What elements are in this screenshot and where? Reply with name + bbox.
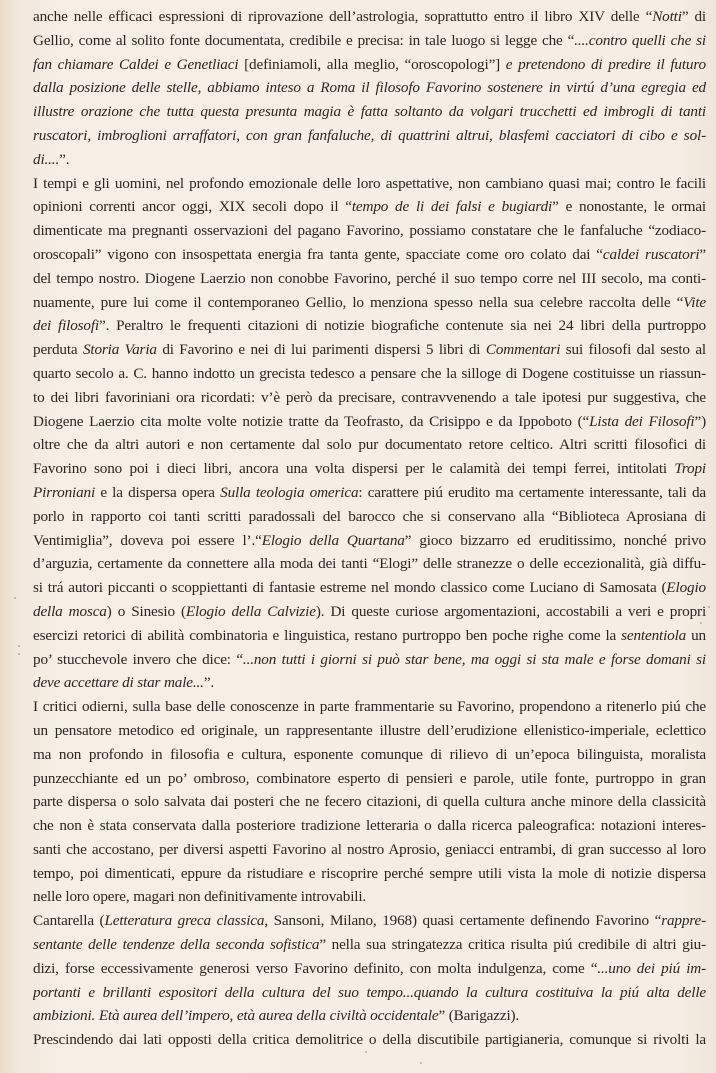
paper-speck — [365, 1051, 367, 1053]
text-segment: e la dispersa opera — [95, 483, 221, 501]
text-line — [33, 671, 706, 695]
text-segment: , Sansoni, Milano, 1968) quasi certamente definendo Favorino “ — [264, 912, 662, 930]
italic-text: Elogio — [666, 579, 706, 597]
text-segment: un — [686, 626, 706, 644]
text-line — [33, 219, 706, 243]
text-line — [33, 695, 706, 719]
paper-speck — [700, 622, 702, 624]
text-line — [33, 909, 706, 933]
text-segment: [definiamoli, alla meglio, “oroscopologi”] — [238, 55, 506, 73]
text-line — [33, 767, 706, 791]
text-line — [33, 838, 706, 862]
text-line — [33, 885, 706, 909]
paper-speck — [14, 597, 16, 599]
text-line — [33, 1004, 706, 1028]
body-text — [33, 5, 706, 1052]
italic-text: ....contro quelli che si — [574, 31, 706, 49]
text-segment: sui filosofi dal sesto al — [560, 341, 706, 359]
text-line — [33, 362, 706, 386]
text-line — [33, 410, 706, 434]
text-line — [33, 53, 706, 77]
italic-text: Letteratura greca classica — [104, 912, 265, 930]
paper-speck — [420, 1062, 422, 1064]
text-segment: po’ stucchevole invero che dice: “ — [33, 650, 243, 668]
italic-text: Sulla teologia omerica — [220, 483, 359, 501]
text-segment: parte dispersa o solo salvata dai posteri che ne fecero citazioni, di quella cultura anche minore della classicità — [33, 793, 706, 811]
paper-speck — [18, 653, 20, 655]
text-line — [33, 433, 706, 457]
text-segment: ”. Peraltro le frequenti citazioni di notizie biografiche contenute sia nei 24 libri della purtroppo — [99, 317, 706, 335]
italic-text: sentante delle tendenze della seconda sofistica — [33, 936, 320, 954]
text-segment: d’arguzia, certamente da connettere alla moda dei tanti “Elogi” delle stranezze o delle eccezionalità, già diffu- — [33, 555, 706, 573]
text-segment: ”) — [694, 412, 706, 430]
text-line — [33, 172, 706, 196]
italic-text: di.... — [33, 150, 60, 168]
italic-text: ambizioni. Età aurea dell’impero, età aurea della civiltà occidentale — [33, 1007, 439, 1025]
text-segment: punzecchiante ed un po’ ombroso, combinatore esperto di pensieri e parole, utile fonte, purtroppo in gran — [33, 769, 706, 787]
text-line — [33, 195, 706, 219]
text-segment: opinioni correnti ancor oggi, XIX secoli dopo il “ — [33, 198, 352, 216]
text-segment: Ventimiglia”, doveva poi essere l’.“ — [33, 531, 262, 549]
text-segment: quarto secolo a. C. hanno indotto un grecista tedesco a pensare che la silloge di Dogene costituisse un riassun- — [33, 364, 706, 382]
text-segment: Cantarella ( — [33, 912, 105, 930]
italic-text: dei filosofi — [33, 317, 99, 335]
text-segment: ). Di queste curiose argomentazioni, accostabili a veri e propri — [315, 602, 706, 620]
text-line — [33, 624, 706, 648]
italic-text: deve accettare di star male... — [33, 674, 204, 692]
text-line — [33, 981, 706, 1005]
text-segment: che non è stata conservata dalla posteriore tradizione letteraria o dalla ricerca paleografica: notazioni interes- — [33, 817, 706, 835]
text-line — [33, 243, 706, 267]
text-line — [33, 267, 706, 291]
italic-text: Vite — [683, 293, 706, 311]
italic-text: rappre- — [661, 912, 706, 930]
text-line — [33, 529, 706, 553]
text-segment: ”. — [59, 150, 70, 168]
italic-text: Lista dei Filosofi — [589, 412, 695, 430]
text-segment: nuamente, pure lui come il contemporaneo Gellio, lo menziona spesso nella sua celebre raccolta delle “ — [33, 293, 684, 311]
text-segment: ma non profondo in filosofia e cultura, esponente comunque di rilievo di un’epoca bilinguista, moralista — [33, 745, 706, 763]
text-segment: ) o Sinesio ( — [106, 602, 186, 620]
italic-text: ruscatori, imbroglioni arraffatori, con gran fanfaluche, di quattrini altrui, blasfemi cacciatori di cibo e sol- — [33, 126, 706, 144]
text-segment: Diogene Laerzio cita molte volte notizie tratte da Teofrasto, da Crisippo e da Ippoboto (“ — [33, 412, 590, 430]
text-segment: I tempi e gli uomini, nel profondo emozionale delle loro aspettative, non cambiano quasi mai; contro le facili — [33, 174, 706, 192]
text-segment: ” di — [681, 8, 706, 25]
text-segment: ” nella sua stringatezza critica risulta piú credibile di altri giu- — [319, 936, 706, 954]
text-segment: Prescindendo dai lati opposti della critica demolitrice o della discutibile partigianeria, comunque si rivolti la — [33, 1031, 706, 1049]
italic-text: Tropi — [674, 460, 706, 478]
text-line — [33, 576, 706, 600]
text-segment: ”. — [203, 674, 215, 692]
italic-text: Elogio della Quartana — [261, 531, 405, 549]
text-segment: : carattere piú erudito ma certamente interessante, tali da — [358, 483, 706, 501]
paper-speck — [18, 645, 20, 647]
italic-text: della mosca — [33, 602, 107, 620]
text-segment: perduta — [33, 341, 83, 359]
text-segment: nelle loro opere, magari non definitivamente introvabili. — [33, 888, 367, 906]
text-line — [33, 338, 706, 362]
text-line — [33, 552, 706, 576]
text-line — [33, 1028, 706, 1052]
text-segment: ” e nonostante, le ormai — [552, 198, 706, 216]
italic-text: Pirroniani — [33, 483, 96, 501]
text-segment: di Favorino e nei di lui parimenti dispersi 5 libri di — [156, 341, 486, 359]
text-line — [33, 862, 706, 886]
text-line — [33, 481, 706, 505]
text-line — [33, 314, 706, 338]
italic-text: caldei ruscatori — [602, 245, 700, 263]
text-line — [33, 386, 706, 410]
italic-text: portanti e brillanti espositori della cultura del suo tempo...quando la cultura costituiva la piú alta delle — [33, 983, 706, 1001]
text-line — [33, 600, 706, 624]
text-segment: to dei libri favoriniani ora ricordati: v’è però da precisare, contravvenendo a tale ipotesi pur suggestiva, che — [33, 388, 706, 406]
italic-text: Commentari — [485, 341, 561, 359]
text-segment: I critici odierni, sulla base delle conoscenze in parte frammentarie su Favorino, propendono a ritenerlo piú che — [33, 698, 706, 716]
italic-text: ...non tutti i giorni si può star bene, ma oggi si sta male e forse domani si — [242, 650, 706, 668]
italic-text: illustre orazione che tutta questa presunta magia è fatta soltanto da volgari trucchetti ed imbrogli di tanti — [33, 103, 706, 121]
text-line — [33, 124, 706, 148]
text-segment: tempo, poi dimenticati, eppure da ristudiare e riscoprire perché sempre utili vista la mole di notizie dispersa — [33, 864, 706, 882]
text-line — [33, 291, 706, 315]
text-line — [33, 29, 706, 53]
text-segment: porlo in rapporto coi tanti scritti paradossali del barocco che si conservano alla “Biblioteca Aprosiana di — [33, 507, 706, 525]
text-segment: Gellio, come al solito fonte documentata, credibile e precisa: in tale luogo si legge che “ — [33, 31, 575, 49]
italic-text: ...uno dei piú im- — [597, 959, 706, 977]
text-segment: si trá autori piccanti o scoppiettanti di fantasie estreme nel mondo classico come Luciano di Samosata ( — [33, 579, 667, 597]
text-line — [33, 814, 706, 838]
text-line — [33, 505, 706, 529]
text-segment: esercizi retorici di abilità combinatoria e linguistica, restano purtroppo ben poche righe come la — [33, 626, 622, 644]
text-line — [33, 457, 706, 481]
italic-text: tempo de li dei falsi e bugiardi — [351, 198, 553, 216]
text-line — [33, 648, 706, 672]
italic-text: e pretendono di predire il futuro — [505, 55, 706, 73]
text-line — [33, 5, 706, 29]
text-line — [33, 743, 706, 767]
text-line — [33, 148, 706, 172]
text-segment: dimenticate ma pregnanti osservazioni del pagano Favorino, possiamo constatare che le fanfaluche “zodiaco- — [33, 222, 706, 240]
text-segment: del tempo nostro. Diogene Laerzio non conobbe Favorino, perché il suo tempo corre nel III secolo, ma conti- — [33, 269, 706, 287]
text-line — [33, 957, 706, 981]
text-segment: oroscopali” vigono con insospettata energia fra tanta gente, spacciate come oro colato dai “ — [33, 245, 603, 263]
text-segment: ” — [699, 245, 706, 263]
text-segment: ” gioco bizzarro ed eruditissimo, nonché privo — [404, 531, 706, 549]
text-segment: oltre che da altri autori e non certamente dal solo pur documentato retore celtico. Altri scritti filosofici di — [33, 436, 706, 454]
text-line — [33, 100, 706, 124]
italic-text: Notti — [652, 8, 682, 25]
text-segment: santi che accostano, per diversi aspetti Favorino al nostro Aprosio, geniacci entrambi, di gran successo al loro — [33, 840, 706, 858]
text-line — [33, 933, 706, 957]
paper-speck — [708, 606, 710, 608]
text-segment: Favorino sono poi i dieci libri, ancora una volta dispersi per le calamità dei tempi ferrei, intitolati — [33, 460, 675, 478]
text-segment: dizi, forse eccessivamente generosi verso Favorino definito, con molta indulgenza, come “ — [33, 959, 598, 977]
text-segment: anche nelle efficaci espressioni di riprovazione dell’astrologia, soprattutto entro il libro XIV delle “ — [33, 8, 653, 25]
text-line — [33, 719, 706, 743]
italic-text: sententiola — [621, 626, 687, 644]
italic-text: Storia Varia — [82, 341, 157, 359]
italic-text: dalla posizione delle stelle, abbiamo inteso a Roma il filosofo Favorino sostenere in virtú d’una egregia ed — [33, 79, 706, 97]
italic-text: Elogio della Calvizie — [185, 602, 316, 620]
text-line — [33, 790, 706, 814]
italic-text: fan chiamare Caldei e Genetliaci — [33, 55, 239, 73]
text-segment: un pensatore metodico ed originale, un rappresentante illustre dell’erudizione ellenistico-imperiale, eclettico — [33, 721, 706, 739]
text-segment: ” (Barigazzi). — [438, 1007, 520, 1025]
text-line — [33, 76, 706, 100]
